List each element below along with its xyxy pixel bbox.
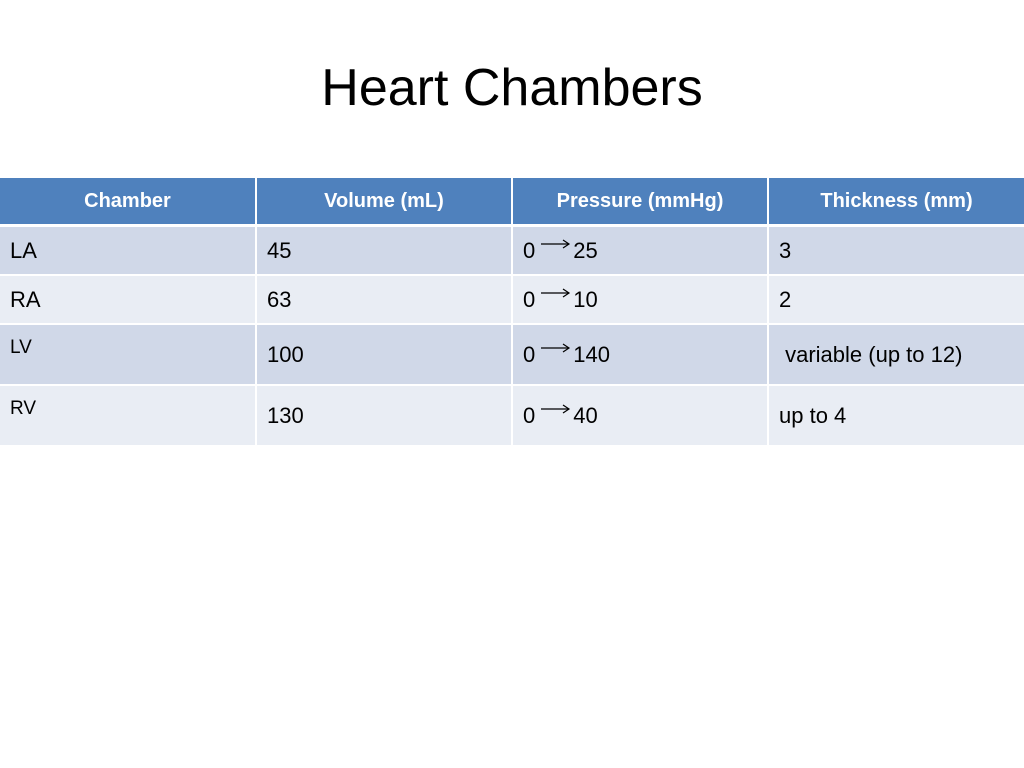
table-row — [0, 275, 1024, 324]
cell-chamber: RV — [0, 385, 256, 446]
cell-chamber: LA — [0, 226, 256, 276]
right-arrow-icon — [541, 237, 571, 251]
cell-volume: 130 — [256, 385, 512, 446]
right-arrow-icon — [541, 341, 571, 355]
cell-thickness: 3 — [768, 226, 1024, 276]
table-row — [0, 385, 1024, 446]
cell-pressure — [512, 226, 768, 276]
cell-thickness: up to 4 — [768, 385, 1024, 446]
table-row — [0, 324, 1024, 385]
pressure-to: 25 — [573, 237, 598, 263]
table-header-row — [0, 178, 1024, 226]
cell-pressure — [512, 385, 768, 446]
column-header-thickness: Thickness (mm) — [768, 178, 1024, 226]
pressure-from: 0 — [523, 286, 536, 312]
cell-volume: 100 — [256, 324, 512, 385]
pressure-to: 40 — [573, 402, 598, 428]
cell-pressure — [512, 275, 768, 324]
column-header-chamber: Chamber — [0, 178, 256, 226]
heart-chambers-table — [0, 178, 1024, 447]
table-row — [0, 226, 1024, 276]
pressure-from: 0 — [523, 402, 536, 428]
cell-volume: 45 — [256, 226, 512, 276]
cell-chamber: LV — [0, 324, 256, 385]
cell-chamber: RA — [0, 275, 256, 324]
cell-thickness: 2 — [768, 275, 1024, 324]
pressure-from: 0 — [523, 237, 536, 263]
right-arrow-icon — [541, 402, 571, 416]
cell-volume: 63 — [256, 275, 512, 324]
column-header-volume: Volume (mL) — [256, 178, 512, 226]
right-arrow-icon — [541, 286, 571, 300]
cell-pressure — [512, 324, 768, 385]
cell-thickness: variable (up to 12) — [768, 324, 1024, 385]
column-header-pressure: Pressure (mmHg) — [512, 178, 768, 226]
slide-title: Heart Chambers — [321, 59, 703, 117]
pressure-from: 0 — [523, 341, 536, 367]
pressure-to: 10 — [573, 286, 598, 312]
pressure-to: 140 — [573, 341, 610, 367]
